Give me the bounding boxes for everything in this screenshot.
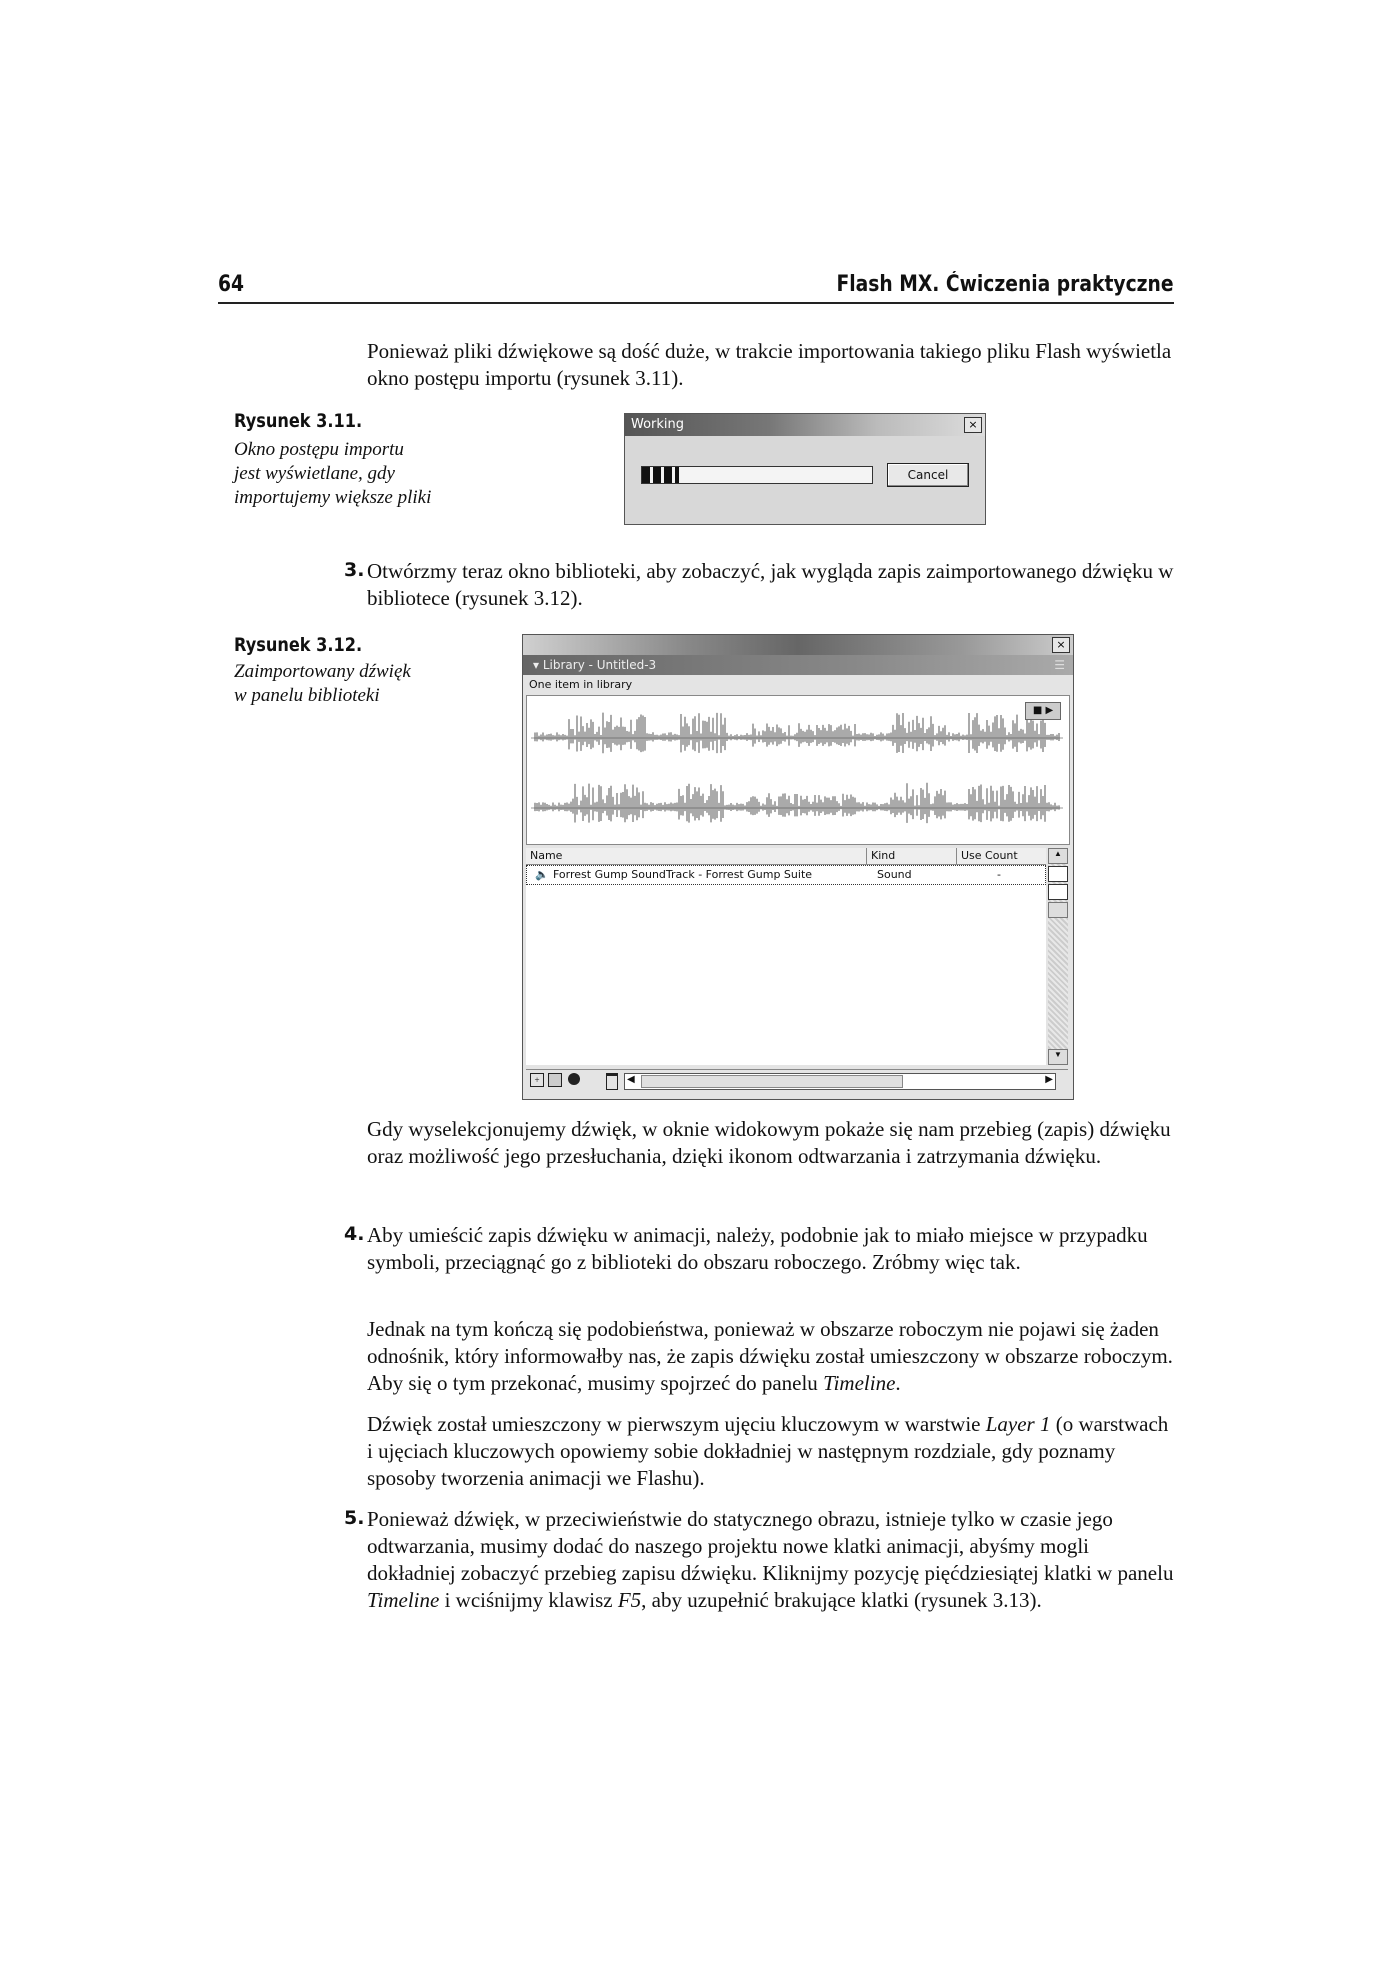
paragraph-dzwiek: [367, 1411, 1175, 1492]
close-icon[interactable]: ×: [1052, 637, 1070, 653]
figure-3-12-caption: Zaimportowany dźwięk w panelu biblioteki: [234, 661, 411, 706]
step-3-number: 3.: [344, 559, 365, 581]
narrow-view-icon[interactable]: [1048, 884, 1068, 900]
page-number: 64: [218, 272, 245, 297]
row-name: Forrest Gump SoundTrack - Forrest Gump Suite: [553, 868, 813, 881]
play-stop-buttons[interactable]: [1025, 702, 1061, 720]
properties-icon[interactable]: [568, 1073, 580, 1085]
library-panel: [522, 634, 1074, 1100]
vertical-scrollbar[interactable]: [1048, 848, 1068, 1065]
step-4-number: 4.: [344, 1223, 365, 1245]
options-menu-icon[interactable]: ☰: [1054, 658, 1065, 672]
library-item-count: One item in library: [529, 678, 633, 691]
library-panel-title[interactable]: ▾ Library - Untitled-3: [533, 658, 657, 672]
header-rule: [218, 302, 1174, 304]
new-symbol-icon[interactable]: +: [530, 1073, 544, 1087]
step-5-number: 5.: [344, 1507, 365, 1529]
library-panel-header: [523, 655, 1073, 675]
waveform-preview: [526, 695, 1070, 845]
column-header-kind[interactable]: Kind: [866, 848, 895, 864]
timeline-emphasis-2: Timeline: [367, 1588, 440, 1612]
figure-3-11-label: Rysunek 3.11.: [234, 410, 363, 432]
paragraph-jednak: [367, 1316, 1175, 1397]
paragraph-dzwiek-text-1: Dźwięk został umieszczony w pierwszym ujęciu kluczowym w warstwie: [367, 1412, 986, 1436]
progress-fill: [642, 467, 679, 483]
step-3-text: Otwórzmy teraz okno biblioteki, aby zobaczyć, jak wygląda zapis zaimportowanego dźwięku w bibliotece (rysunek 3.12).: [367, 559, 1174, 610]
stop-icon[interactable]: ■: [1032, 705, 1043, 716]
layer-emphasis: Layer 1: [985, 1412, 1051, 1436]
step-5-text-1: Ponieważ dźwięk, w przeciwieństwie do statycznego obrazu, istnieje tylko w czasie jego odtwarzania, musimy dodać do naszego projektu nowe klatki animacji, abyśmy mogli dokładniej zobaczyć przebieg zapisu dźwięku. Kliknijmy pozycję pięćdziesiątej klatki w panelu: [367, 1507, 1174, 1585]
running-header-title: Flash MX. Ćwiczenia praktyczne: [836, 272, 1174, 297]
column-header-name[interactable]: Name: [530, 849, 563, 862]
waveform-graphic: [527, 696, 1069, 844]
figure-3-11-caption: Okno postępu importu jest wyświetlane, gdy importujemy większe pliki: [234, 439, 432, 508]
library-list: [526, 865, 1046, 1065]
figure-3-12-label: Rysunek 3.12.: [234, 634, 363, 656]
library-bottom-toolbar: [526, 1069, 1068, 1092]
list-header: [526, 848, 1046, 865]
scroll-right-icon[interactable]: ▶: [1045, 1074, 1053, 1085]
library-window-titlebar: [523, 635, 1073, 655]
sort-icon[interactable]: [1048, 902, 1068, 918]
row-kind: Sound: [877, 868, 912, 881]
scroll-left-icon[interactable]: ◀: [627, 1074, 635, 1085]
delete-icon[interactable]: [606, 1073, 618, 1090]
horizontal-scrollbar[interactable]: [624, 1073, 1056, 1090]
table-row[interactable]: [526, 865, 1046, 885]
column-header-use-count[interactable]: Use Count: [956, 848, 1018, 864]
wide-view-icon[interactable]: [1048, 866, 1068, 882]
timeline-emphasis: Timeline: [823, 1371, 896, 1395]
scroll-thumb[interactable]: [641, 1075, 903, 1088]
paragraph-after-figure: Gdy wyselekcjonujemy dźwięk, w oknie widokowym pokaże się nam przebieg (zapis) dźwięku oraz możliwość jego przesłuchania, dzięki ikonom odtwarzania i zatrzymania dźwięku.: [367, 1117, 1171, 1168]
progress-bar: [641, 466, 873, 484]
row-use-count: -: [997, 868, 1001, 881]
paragraph-dzwiek-text-2: (o warstwach i ujęciach kluczowych opowiemy sobie dokładniej w następnym rozdziale, gdy poznamy sposoby tworzenia animacji we Flashu).: [367, 1412, 1169, 1490]
step-5-text-3: , aby uzupełnić brakujące klatki (rysunek 3.13).: [641, 1588, 1042, 1612]
working-dialog-title: Working: [631, 417, 685, 432]
scroll-down-icon[interactable]: ▼: [1048, 1049, 1068, 1065]
paragraph-jednak-text: Jednak na tym kończą się podobieństwa, ponieważ w obszarze roboczym nie pojawi się żaden odnośnik, który informowałby nas, że zapis dźwięku został umieszczony w obszarze roboczym. Aby się o tym przekonać, musimy spojrzeć do panelu: [367, 1317, 1173, 1395]
step-5-text-2: i wciśnijmy klawisz: [439, 1588, 618, 1612]
paragraph-jednak-end: .: [895, 1371, 901, 1395]
play-icon[interactable]: ▶: [1045, 705, 1054, 716]
scroll-up-icon[interactable]: ▲: [1048, 848, 1068, 864]
f5-emphasis: F5: [617, 1588, 642, 1612]
step-4-text: Aby umieścić zapis dźwięku w animacji, należy, podobnie jak to miało miejsce w przypadku symboli, przeciągnąć go z biblioteki do obszaru roboczego. Zróbmy więc tak.: [367, 1223, 1148, 1274]
cancel-button[interactable]: Cancel: [887, 463, 969, 487]
intro-paragraph: Ponieważ pliki dźwiękowe są dość duże, w trakcie importowania takiego pliku Flash wyświetla okno postępu importu (rysunek 3.11).: [367, 339, 1172, 390]
sound-icon: 🔈: [535, 868, 549, 881]
close-icon[interactable]: ×: [964, 417, 982, 433]
new-folder-icon[interactable]: [548, 1073, 562, 1087]
working-dialog-titlebar: [625, 414, 985, 436]
working-dialog: [624, 413, 986, 525]
step-5-text: [367, 1506, 1175, 1614]
